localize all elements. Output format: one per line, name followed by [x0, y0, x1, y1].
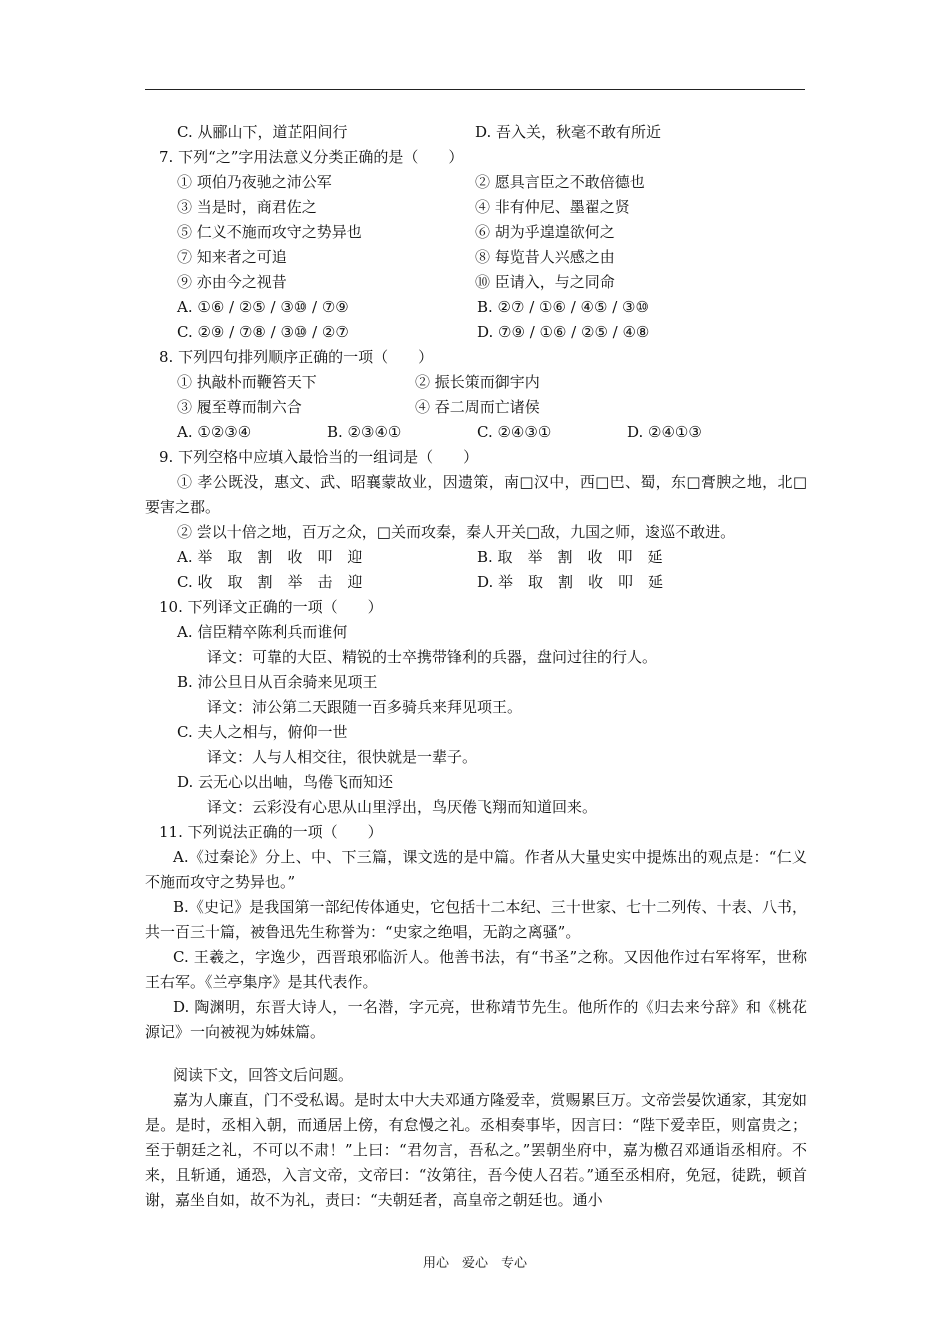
q7-item-row — [145, 195, 807, 220]
q10-option-d: D. 云无心以出岫，鸟倦飞而知还 — [177, 773, 394, 791]
q6-option-d: D. 吾入关，秋毫不敢有所近 — [475, 123, 662, 141]
q9-stem: 9. 下列空格中应填入最恰当的一组词是（ ） — [159, 448, 479, 466]
q11-option-d: D. 陶渊明，东晋大诗人，一名潜，字元亮，世称靖节先生。他所作的《归去来兮辞》和《桃花源记》一向被视为姊妹篇。 — [145, 998, 807, 1041]
q8-option-b: B. ②③④① — [327, 423, 402, 441]
q8-item: ② 振长策而御宇内 — [415, 373, 540, 391]
q7-item: ⑤ 仁义不施而攻守之势异也 — [177, 223, 362, 241]
q7-item: ⑥ 胡为乎遑遑欲何之 — [475, 223, 615, 241]
q10-option-a: A. 信臣精卒陈利兵而谁何 — [177, 623, 348, 641]
q9-sentence-2: ② 尝以十倍之地，百万之众，□关而攻秦，秦人开关□敌，九国之师，逡巡不敢进。 — [177, 523, 736, 541]
q8-item-row — [145, 395, 807, 420]
q7-stem: 7. 下列“之”字用法意义分类正确的是（ ） — [159, 148, 464, 166]
q8-stem: 8. 下列四句排列顺序正确的一项（ ） — [159, 348, 434, 366]
q10-stem: 10. 下列译文正确的一项（ ） — [159, 598, 383, 616]
section-gap — [145, 1045, 807, 1063]
q9-option-c: C. 收 取 割 举 击 迎 — [177, 573, 363, 591]
q9-options-row — [145, 570, 807, 595]
q7-item: ③ 当是时，商君佐之 — [177, 198, 317, 216]
q8-option-c: C. ②④③① — [477, 423, 552, 441]
q7-item: ① 项伯乃夜驰之沛公军 — [177, 173, 332, 191]
reading-passage: 嘉为人廉直，门不受私谒。是时太中大夫邓通方隆爱幸，赏赐累巨万。文帝尝晏饮通家，其宠如是。是时，丞相入朝，而通居上傍，有怠慢之礼。丞相奏事毕，因言曰：“陛下爱幸臣，则富贵之；至于朝廷之礼，不可以不肃！”上曰：“君勿言，吾私之。”罢朝坐府中，嘉为檄召邓通诣丞相府。不来，且斩通，通恐，入言文帝，文帝曰：“汝第往，吾今使人召若。”通至丞相府，免冠，徒跣，顿首谢，嘉坐自如，故不为礼，责曰：“夫朝廷者，高皇帝之朝廷也。通小 — [145, 1091, 807, 1209]
q7-item-row — [145, 170, 807, 195]
q10-translation-b: 译文：沛公第二天跟随一百多骑兵来拜见项王。 — [207, 698, 523, 716]
q10-option-c: C. 夫人之相与，俯仰一世 — [177, 723, 348, 741]
q7-option-d: D. ⑦⑨ / ①⑥ / ②⑤ / ④⑧ — [477, 323, 650, 341]
header-rule — [145, 89, 805, 90]
q7-item: ② 愿具言臣之不敢倍德也 — [475, 173, 645, 191]
q9-options-row — [145, 545, 807, 570]
q7-options-row — [145, 295, 807, 320]
exam-content — [145, 120, 807, 1213]
q8-item: ① 执敲朴而鞭笞天下 — [177, 373, 317, 391]
q8-item-row — [145, 370, 807, 395]
q7-option-c: C. ②⑨ / ⑦⑧ / ③⑩ / ②⑦ — [177, 323, 349, 341]
q8-item: ④ 吞二周而亡诸侯 — [415, 398, 540, 416]
q7-option-a: A. ①⑥ / ②⑤ / ③⑩ / ⑦⑨ — [177, 298, 349, 316]
page-footer: 用心 爱心 专心 — [422, 1256, 527, 1271]
q7-option-b: B. ②⑦ / ①⑥ / ④⑤ / ③⑩ — [477, 298, 649, 316]
q6-option-c: C. 从郦山下，道芷阳间行 — [177, 123, 348, 141]
q7-item: ④ 非有仲尼、墨翟之贤 — [475, 198, 630, 216]
q7-options-row — [145, 320, 807, 345]
q7-item-row — [145, 270, 807, 295]
q8-item: ③ 履至尊而制六合 — [177, 398, 302, 416]
q7-item-row — [145, 245, 807, 270]
q9-option-a: A. 举 取 割 收 叩 迎 — [177, 548, 363, 566]
q11-option-a: A.《过秦论》分上、中、下三篇，课文选的是中篇。作者从大量史实中提炼出的观点是：“仁义不施而攻守之势异也。” — [145, 848, 807, 891]
q7-item-row — [145, 220, 807, 245]
q11-option-c: C. 王羲之，字逸少，西晋琅邪临沂人。他善书法，有“书圣”之称。又因他作过右军将军，世称王右军。《兰亭集序》是其代表作。 — [145, 948, 807, 991]
q8-options-row — [145, 420, 807, 445]
q9-option-b: B. 取 举 割 收 叩 延 — [477, 548, 663, 566]
q10-option-b: B. 沛公旦日从百余骑来见项王 — [177, 673, 378, 691]
q7-item: ⑦ 知来者之可追 — [177, 248, 287, 266]
q11-stem: 11. 下列说法正确的一项（ ） — [159, 823, 383, 841]
q11-option-b: B.《史记》是我国第一部纪传体通史，它包括十二本纪、三十世家、七十二列传、十表、八书，共一百三十篇，被鲁迅先生称誉为：“史家之绝唱，无韵之离骚”。 — [145, 898, 807, 941]
q8-option-a: A. ①②③④ — [177, 423, 252, 441]
q7-item: ⑩ 臣请入，与之同命 — [475, 273, 615, 291]
q7-item: ⑨ 亦由今之视昔 — [177, 273, 287, 291]
q10-translation-d: 译文：云彩没有心思从山里浮出，鸟厌倦飞翔而知道回来。 — [207, 798, 598, 816]
q10-translation-c: 译文：人与人相交往，很快就是一辈子。 — [207, 748, 478, 766]
q6-options — [145, 120, 807, 145]
reading-intro: 阅读下文，回答文后问题。 — [173, 1066, 354, 1084]
q10-translation-a: 译文：可靠的大臣、精锐的士卒携带锋利的兵器，盘问过往的行人。 — [207, 648, 658, 666]
q8-option-d: D. ②④①③ — [627, 423, 702, 441]
q7-item: ⑧ 每览昔人兴感之由 — [475, 248, 615, 266]
q9-sentence-1: ① 孝公既没，惠文、武、昭襄蒙故业，因遗策，南□汉中，西□巴、蜀，东□膏腴之地，北□要害之郡。 — [145, 473, 807, 516]
q9-option-d: D. 举 取 割 收 叩 延 — [477, 573, 664, 591]
